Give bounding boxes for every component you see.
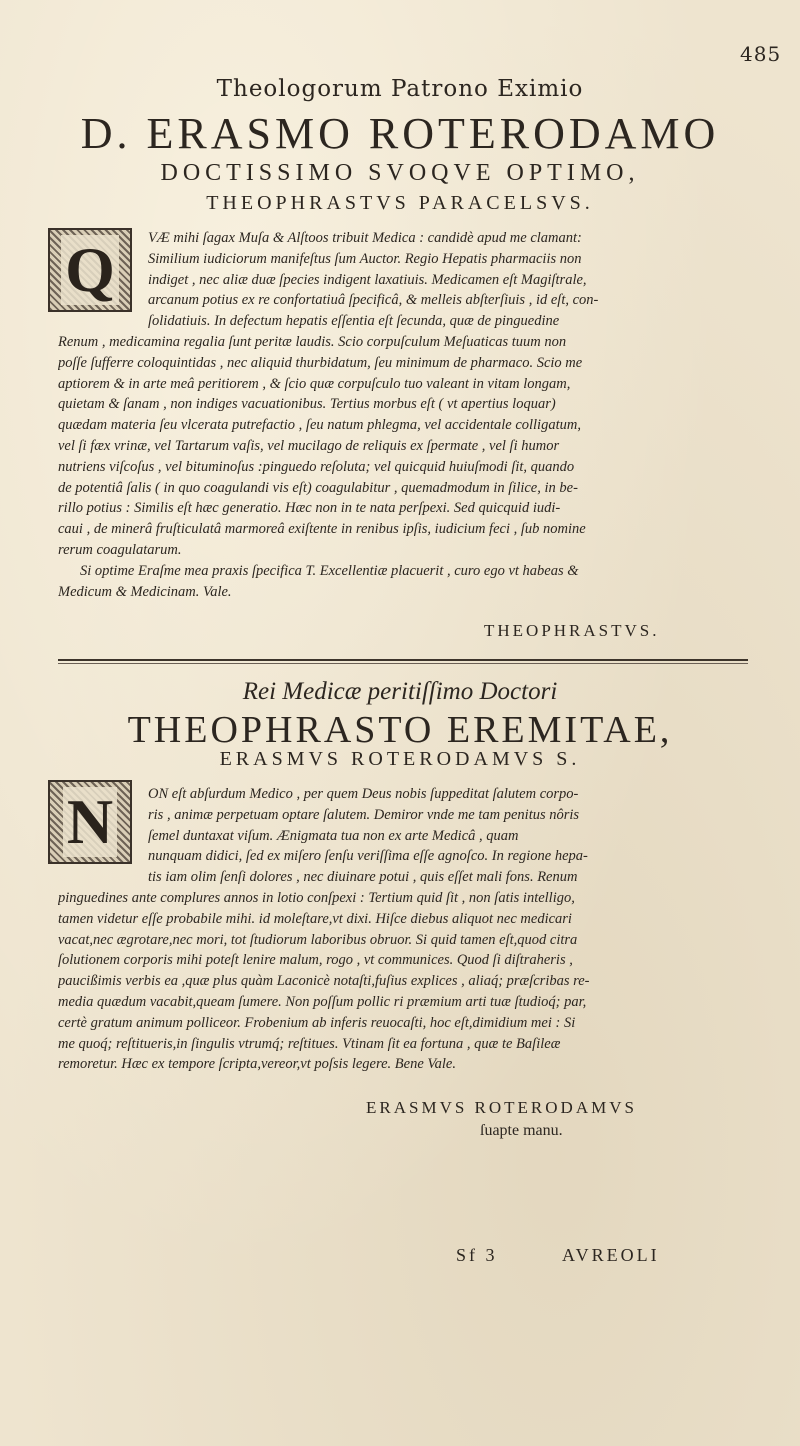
letter1-line: ſolidatiuis. In defectum hepatis eſſentia eſt ſecunda, quæ de pinguedine — [148, 313, 560, 330]
letter2-dedication: Rei Medicæ peritiſſimo Doctori — [242, 678, 558, 705]
letter1-line: aptiorem & in arte meâ peritiorem , & ſcio quæ corpuſculo tuo valeant in vitam longam, — [58, 375, 571, 392]
letter2-line: tamen videtur eſſe probabile mihi. id moleſtare,vt dixi. Hiſce diebus aliquot nec medicari — [58, 910, 572, 927]
letter1-line: Similium iudiciorum manifeſtus ſum Auctor. Regio Hepatis pharmaciis non — [148, 250, 582, 267]
letter1-line: nutriens viſcoſus , vel bituminoſus :pinguedo reſoluta; vel quicquid huiuſmodi ſit, quando — [58, 458, 575, 475]
letter2-sender: ERASMVS ROTERODAMVS S. — [219, 748, 581, 770]
letter2-line: pinguedines ante complures annos in lotio conſpexi : Tertium quid ſit , non ſatis intelligo, — [58, 890, 575, 906]
letter1-signature: THEOPHRASTVS. — [484, 621, 660, 640]
letter2-line: vacat,nec ægrotare,nec mori, tot ſtudiorum laboribus obruor. Si quid tamen eſt,quod citra — [58, 931, 578, 948]
letter1-line: Si optime Eraſme mea praxis ſpecifica T. Excellentiæ placuerit , curo ego vt habeas & — [80, 562, 579, 579]
page-number: 485 — [740, 42, 782, 66]
letter1-line: rillo potius : Similis eſt hæc generatio. Hæc non in te nata perſpexi. Sed quicquid iudi- — [58, 500, 561, 517]
letter2-body — [148, 784, 750, 888]
letter2-line: paucißimis verbis ea ,quæ plus quàm Laconicè notaſti,fuſius explices , aliaq́; præſcribas re- — [58, 973, 590, 990]
letter2-line: ſemel duntaxat viſum. Ænigmata tua non ex arte Medicâ , quam — [148, 827, 519, 844]
letter2-line: remoretur. Hæc ex tempore ſcripta,vereor,vt poſsis legere. Bene Vale. — [58, 1056, 456, 1073]
letter1-line: quædam materia ſeu vlcerata putrefactio , ſeu natum phlegma, vel accidentale colligatum, — [58, 417, 581, 434]
letter1-line: Renum , medicamina regalia ſunt peritæ laudis. Scio corpuſculum Meſuaticas tuum non — [58, 334, 567, 350]
letter1-line: caui , de minerâ fruſticulatâ marmoreâ exiſtente in renibus ipſis, iudicium feci , ſub nomine — [58, 521, 586, 538]
letter1-line: rerum coagulatarum. — [58, 541, 182, 558]
letter1-line: indiget , nec aliæ duæ ſpecies indigent laxatiuis. Medicamen eſt Magiſtrale, — [148, 271, 587, 288]
letter1-dedication: Theologorum Patrono Eximio — [216, 76, 584, 102]
section-divider — [58, 659, 748, 661]
initial-letter: N — [63, 787, 117, 857]
letter2-addressee: THEOPHRASTO EREMITAE, — [127, 709, 673, 751]
letter1-line: VÆ mihi ſagax Muſa & Alſtoos tribuit Medica : candidè apud me clamant: — [148, 230, 582, 246]
letter1-line: poſſe ſufferre coloquintidas , nec aliquid thurbidatum, ſeu minimum de pharmaco. Scio me — [58, 354, 583, 371]
letter1-epithet: DOCTISSIMO SVOQVE OPTIMO, — [160, 160, 640, 186]
letter2-line: nunquam didici, ſed ex miſero ſenſu veriſſima eſſe agnoſco. In regione hepa- — [148, 848, 588, 865]
letter1-line: vel ſi fæx vrinæ, vel Tartarum vaſis, vel mucilago de reliquis ex ſpermate , vel ſi humor — [58, 437, 560, 454]
letter1-line: arcanum potius ex re confortatiuâ ſpecificâ, & melleis abſterſiuis , id eſt, con- — [148, 292, 599, 309]
letter2-body-cont — [58, 888, 750, 1075]
section-divider-thin — [58, 663, 748, 664]
catchword: AVREOLI — [562, 1245, 660, 1265]
letter1-body — [148, 228, 750, 332]
letter2-signature-note: ſuapte manu. — [480, 1122, 563, 1139]
letter1-addressee: D. ERASMO ROTERODAMO — [80, 109, 720, 158]
letter2-line: tis iam olim ſenſi dolores , nec diuinare potui , quis eſſet mali fons. Renum — [148, 869, 578, 886]
initial-letter: Q — [61, 235, 119, 305]
letter1-line: Medicum & Medicinam. Vale. — [58, 583, 232, 600]
letter1-sender: THEOPHRASTVS PARACELSVS. — [206, 192, 594, 214]
letter2-line: certè gratum animum polliceor. Frobenium ab inferis reuocaſti, hoc eſt,dimidium mei : Si — [58, 1014, 576, 1031]
letter2-decorated-initial — [48, 780, 132, 864]
letter2-line: ON eſt abſurdum Medico , per quem Deus nobis ſuppeditat ſalutem corpo- — [148, 786, 579, 802]
letter1-decorated-initial — [48, 228, 132, 312]
letter2-line: media quædum vacabit,queam ſumere. Non poſſum pollic ri præmium arti tuæ ſtudioq́; par, — [58, 993, 587, 1010]
letter1-line: quietam & ſanam , non indiges vacuationibus. Tertius morbus eſt ( vt apertius loquar) — [58, 396, 556, 413]
letter2-line: ſolutionem corporis mihi poteſt lenire malum, rogo , vt communices. Quod ſi diſtraheris , — [58, 952, 573, 969]
letter2-signature: ERASMVS ROTERODAMVS — [366, 1098, 637, 1117]
letter2-line: me quoq́; reſtitueris,in ſingulis vtrumq́; reſtitues. Vtinam ſit ea fortuna , quæ te Baſileæ — [58, 1035, 561, 1052]
letter1-body-cont — [58, 332, 750, 602]
letter1-line: de potentiâ ſalis ( in quo coagulandi vis eſt) coagulabitur , quemadmodum in ſilice, in be- — [58, 479, 578, 496]
letter2-line: ris , animæ perpetuam optare ſalutem. Demiror vnde me tam penitus nôris — [148, 806, 580, 823]
signature-mark: Sf 3 — [456, 1245, 498, 1265]
